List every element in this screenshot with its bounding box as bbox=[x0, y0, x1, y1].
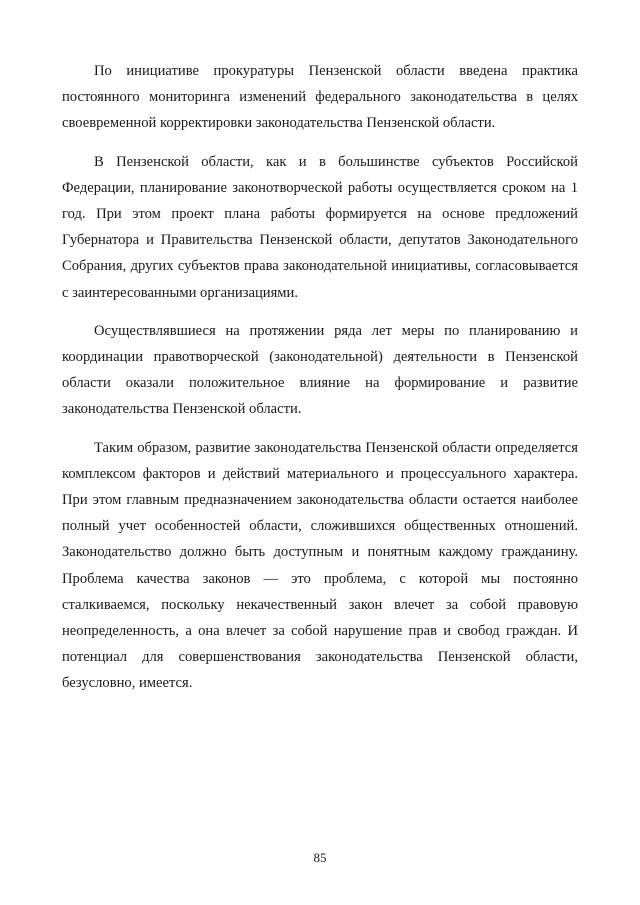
paragraph-planning: В Пензенской области, как и в большинстве субъектов Российской Федерации, планирование законотворческой работы осуществляется сроком на 1 год. При этом проект плана работы формируется на основе предложений Губернатора и Правительства Пензенской области, депутатов Законодательного Собрания, других субъектов права законодательной инициативы, согласовывается с заинтересованными организациями. bbox=[62, 153, 578, 301]
paragraph-conclusion: Таким образом, развитие законодательства Пензенской области определяется комплексом факторов и действий материального и процессуального характера. При этом главным предназначением законодательства области остается наиболее полный учет особенностей области, сложившихся общественных отношений. Законодательство должно быть доступным и понятным каждому гражданину. Проблема качества законов — это проблема, с которой мы постоянно сталкиваемся, поскольку некачественный закон влечет за собой правовую неопределенность, а она влечет за собой нарушение прав и свобод граждан. И потенциал для совершенствования законодательства Пензенской области, безусловно, имеется. bbox=[62, 439, 578, 692]
paragraph-monitoring: По инициативе прокуратуры Пензенской области введена практика постоянного мониторинга изменений федерального законодательства в целях своевременной корректировки законодательства Пензенской области. bbox=[62, 63, 578, 132]
page-number: 85 bbox=[313, 850, 327, 865]
paragraph-coordination: Осуществлявшиеся на протяжении ряда лет меры по планированию и координации правотворческой (законодательной) деятельности в Пензенской области оказали положительное влияние на формирование и развитие законодательства Пензенской области. bbox=[62, 322, 578, 418]
document-page bbox=[62, 58, 578, 709]
